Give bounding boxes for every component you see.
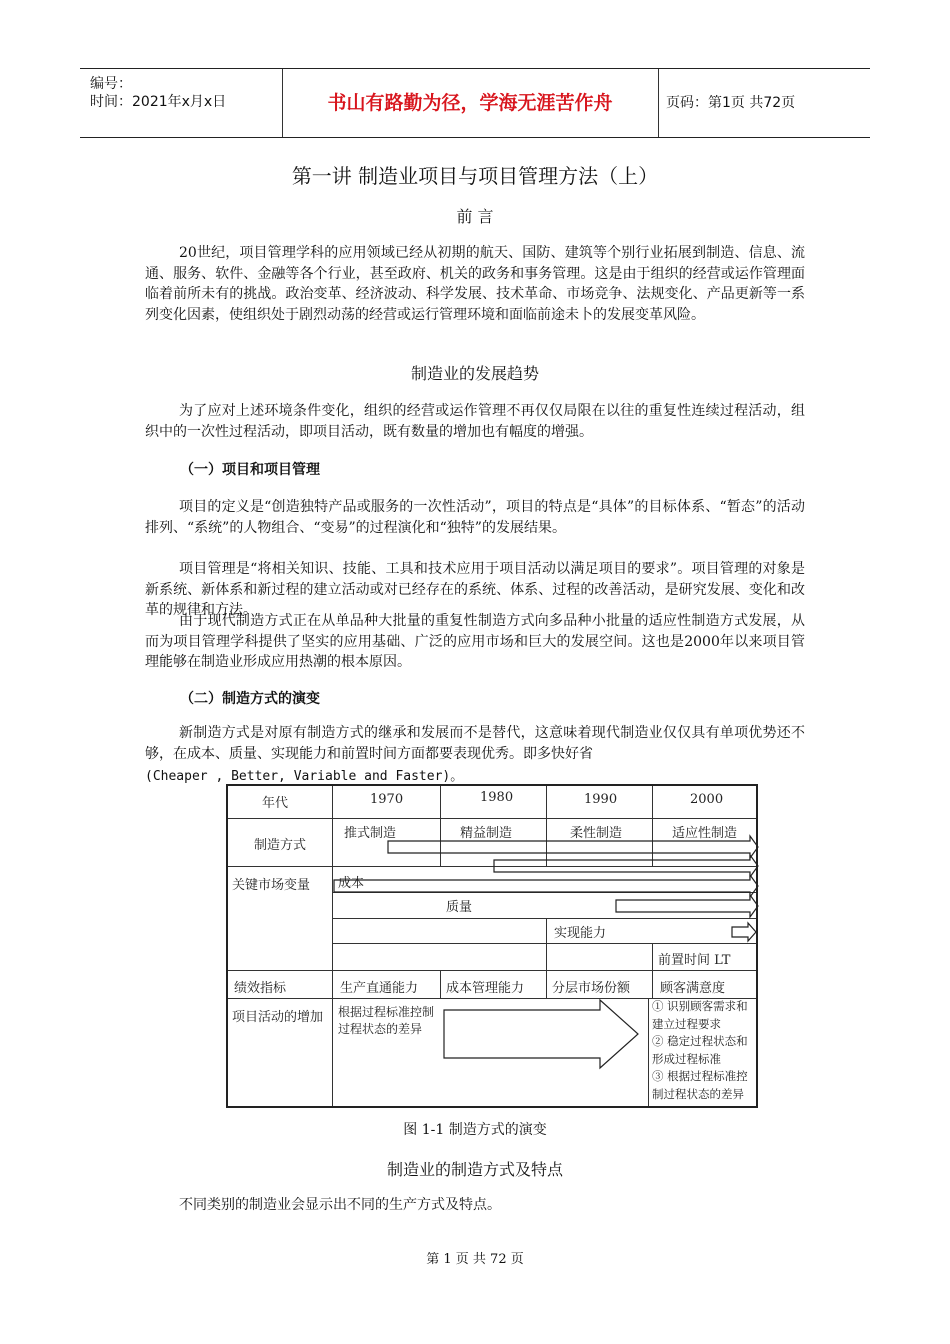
header-left-cell (80, 69, 283, 137)
row-header-indicator: 绩效指标 (234, 981, 287, 996)
preface-paragraph: 20世纪，项目管理学科的应用领域已经从初期的航天、国防、建筑等个别行业拓展到制造、信息、流通、服务、软件、金融等各个行业，甚至政府、机关的政务和事务管理。这是由于组织的经营或运作管理面临着前所未有的挑战。政治变革、经济波动、科学发展、技术革命、市场竞争、法规变化、产品更新等一系列变化因素，使组织处于剧烈动荡的经营或运行管理环境和面临前途未卜的发展变革风险。 (145, 245, 805, 323)
variable-cost: 成本 (338, 876, 365, 891)
motto: 书山有路勤为径，学海无涯苦作舟 (282, 69, 659, 137)
method-flexible: 柔性制造 (570, 826, 623, 841)
activity-left-text: 根据过程标准控制过程状态的差异 (338, 1005, 435, 1036)
row-header-method: 制造方式 (254, 838, 307, 853)
page-label: 页码：第1页 共72页 (666, 95, 796, 111)
evolution-figure (226, 784, 758, 1108)
method-adaptive: 适应性制造 (672, 826, 738, 841)
indicator-throughput: 生产直通能力 (340, 981, 419, 996)
document-header (80, 68, 870, 138)
activity-step-1: ① 识别顾客需求和建立过程要求 (652, 999, 748, 1031)
activity-step-3: ③ 根据过程标准控制过程状态的差异 (652, 1069, 748, 1101)
mfg-heading: 制造业的制造方式及特点 (386, 1160, 563, 1179)
year-1970: 1970 (370, 792, 404, 807)
arrow-quality (616, 895, 758, 917)
trend-heading: 制造业的发展趋势 (410, 364, 539, 383)
page-footer: 第 1 页 共 72 页 (426, 1252, 524, 1267)
method-push: 推式制造 (344, 826, 397, 841)
indicator-satisfaction: 顾客满意度 (660, 981, 726, 996)
arrow-activity (444, 1000, 638, 1068)
figure-caption: 图 1-1 制造方式的演变 (403, 1122, 547, 1138)
indicator-market-share: 分层市场份额 (552, 981, 631, 996)
arrow-method-2 (494, 855, 758, 877)
section1-paragraph-3: 由于现代制造方式正在从单品种大批量的重复性制造方式向多品种小批量的适应性制造方式发展，从而为项目管理学科提供了坚实的应用基础、广泛的应用市场和巨大的发展空间。这也是2000年以来项目管理能够在制造业形成应用热潮的根本原因。 (145, 613, 805, 670)
row-header-year: 年代 (262, 796, 289, 811)
arrow-capability (732, 923, 756, 941)
arrow-cost (334, 875, 758, 897)
preface-heading: 前 言 (456, 207, 494, 226)
section1-paragraph-1: 项目的定义是“创造独特产品或服务的一次性活动”，项目的特点是“具体”的目标体系、“暂态”的活动排列、“系统”的人物组合、“变易”的过程演化和“独特”的发展结果。 (145, 499, 805, 536)
section2-paragraph-english: (Cheaper , Better, Variable and Faster)。 (145, 769, 464, 784)
indicator-cost-management: 成本管理能力 (446, 981, 525, 996)
section2-heading: （二）制造方式的演变 (180, 691, 320, 707)
date-label: 时间：2021年x月x日 (90, 94, 227, 110)
year-1990: 1990 (584, 792, 618, 807)
section1-heading: （一）项目和项目管理 (180, 462, 320, 478)
row-header-market-variable: 关键市场变量 (232, 878, 311, 893)
trend-paragraph: 为了应对上述环境条件变化，组织的经营或运作管理不再仅仅局限在以往的重复性连续过程活动，组织中的一次性过程活动，即项目活动，既有数量的增加也有幅度的增强。 (145, 403, 805, 440)
section2-paragraph: 新制造方式是对原有制造方式的继承和发展而不是替代，这意味着现代制造业仅仅具有单项优势还不够，在成本、质量、实现能力和前置时间方面都要表现优秀。即多快好省 (145, 725, 805, 762)
number-label: 编号： (90, 76, 132, 92)
mfg-paragraph: 不同类别的制造业会显示出不同的生产方式及特点。 (179, 1197, 501, 1213)
section1-paragraph-2: 项目管理是“将相关知识、技能、工具和技术应用于项目活动以满足项目的要求”。项目管理的对象是新系统、新体系和新过程的建立活动或对已经存在的系统、体系、过程的改善活动，是研究发展、变化和改革的规律和方法。 (145, 561, 805, 618)
row-header-activity: 项目活动的增加 (232, 1010, 324, 1025)
arrow-method-1 (388, 836, 758, 858)
page-title: 第一讲 制造业项目与项目管理方法（上） (291, 164, 659, 188)
year-1980: 1980 (480, 790, 514, 805)
activity-step-2: ② 稳定过程状态和形成过程标准 (652, 1034, 748, 1066)
variable-capability: 实现能力 (554, 926, 607, 941)
variable-quality: 质量 (446, 900, 473, 915)
method-lean: 精益制造 (460, 826, 513, 841)
year-2000: 2000 (690, 792, 724, 807)
figure-arrows (228, 786, 760, 1110)
variable-lead-time: 前置时间 LT (658, 953, 731, 968)
